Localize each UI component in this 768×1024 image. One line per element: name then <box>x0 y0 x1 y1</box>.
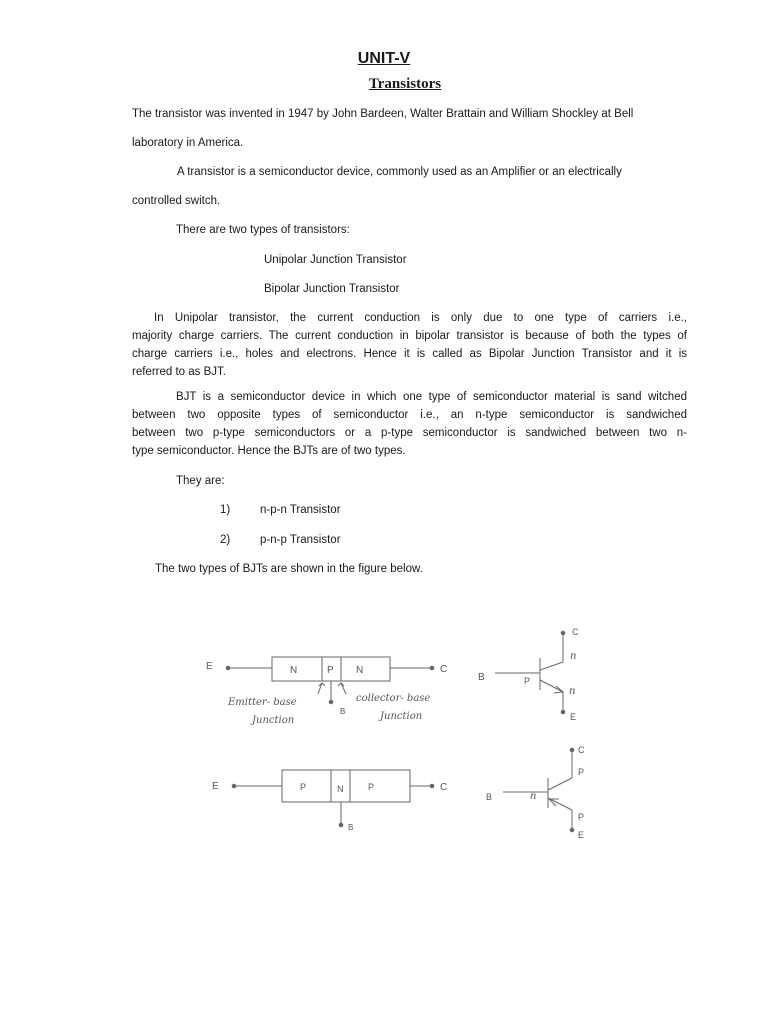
definition-line-2: controlled switch. <box>132 195 221 207</box>
npn-base-terminal <box>329 700 333 704</box>
pnp-b-label: B <box>348 823 354 832</box>
pnp-c-label: C <box>440 782 448 793</box>
pnp-e-label: E <box>212 781 219 792</box>
chapter-title: Transistors <box>368 76 442 92</box>
npn-sym-mid-type: P <box>524 676 531 686</box>
pnp-sym-b-label: B <box>486 792 493 802</box>
npn-e-label: E <box>206 661 213 672</box>
they-are: They are: <box>176 475 225 487</box>
npn-c-label: C <box>440 664 448 675</box>
definition-line-1: A transistor is a semiconductor device, commonly used as an Amplifier or an electrically <box>177 166 622 178</box>
pnp-sym-c-label: C <box>578 745 585 755</box>
pnp-sym-emitter-arm <box>548 798 572 810</box>
npn-region-n1: N <box>290 665 298 676</box>
npn-b-label: B <box>340 707 346 716</box>
list-item-pnp: p-n-p Transistor <box>260 534 341 546</box>
cb-junction-label-1: collector- base <box>356 693 431 704</box>
eb-junction-label-1: Emitter- base <box>228 697 297 708</box>
npn-sym-collector-arm <box>540 662 563 670</box>
para1-line: referred to as BJT. <box>132 366 226 378</box>
pnp-sym-collector-arm <box>548 778 572 790</box>
npn-region-p: P <box>327 665 334 676</box>
npn-sym-lower-type: n <box>569 686 576 697</box>
para2-line: BJT is a semiconductor device in which one type of semiconductor material is sand witched <box>176 391 687 403</box>
pnp-sym-e-label: E <box>578 830 585 840</box>
para1-line: In Unipolar transistor, the current conduction is only due to one type of carriers i.e., <box>154 312 687 324</box>
npn-eb-arrow <box>318 683 325 694</box>
npn-sym-e-terminal <box>561 710 565 714</box>
pnp-emitter-terminal <box>232 784 236 788</box>
npn-sym-c-terminal <box>561 631 565 635</box>
pnp-region-p2: P <box>368 782 375 792</box>
npn-emitter-terminal <box>226 666 230 670</box>
figure-caption: The two types of BJTs are shown in the figure below. <box>155 563 423 575</box>
pnp-region-p1: P <box>300 782 307 792</box>
intro-line-2: laboratory in America. <box>132 137 244 149</box>
pnp-sym-upper-type: P <box>578 767 585 777</box>
pnp-region-n: N <box>337 784 344 794</box>
npn-sym-upper-type: n <box>570 651 577 662</box>
para2-line: between two opposite types of semiconductor i.e., an n-type semiconductor is sandwiched <box>132 409 687 421</box>
intro-line-1: The transistor was invented in 1947 by John Bardeen, Walter Brattain and William Shockley at Bell <box>132 108 634 120</box>
unit-heading: UNIT-V <box>357 50 411 67</box>
npn-region-n2: N <box>356 665 364 676</box>
type-unipolar: Unipolar Junction Transistor <box>264 254 407 266</box>
para2-line: type semiconductor. Hence the BJTs are of two types. <box>132 445 406 457</box>
pnp-collector-terminal <box>430 784 434 788</box>
npn-sym-c-label: C <box>572 627 579 637</box>
npn-sym-e-label: E <box>570 712 577 722</box>
pnp-sym-mid-type: n <box>530 791 537 802</box>
pnp-sym-c-terminal <box>570 748 574 752</box>
eb-junction-label-2: Junction <box>252 715 295 726</box>
list-number: 1) <box>220 504 231 516</box>
pnp-sym-lower-type: P <box>578 812 585 822</box>
para1-line: charge carriers i.e., holes and electrons. Hence it is called as Bipolar Junction Transistor and it is <box>132 348 687 360</box>
npn-sym-b-label: B <box>478 672 485 683</box>
para2-line: between two p-type semiconductors or a p-type semiconductor is sandwiched between two n- <box>132 427 687 439</box>
type-bipolar: Bipolar Junction Transistor <box>264 283 400 295</box>
types-intro: There are two types of transistors: <box>176 224 350 236</box>
list-item-npn: n-p-n Transistor <box>260 504 341 516</box>
npn-sym-emitter-arm <box>540 680 563 692</box>
para1-line: majority charge carriers. The current conduction in bipolar transistor is because of both the types of <box>132 330 687 342</box>
list-number: 2) <box>220 534 231 546</box>
pnp-base-terminal <box>339 823 343 827</box>
pnp-sym-e-terminal <box>570 828 574 832</box>
npn-collector-terminal <box>430 666 434 670</box>
npn-cb-arrow <box>338 683 346 694</box>
cb-junction-label-2: Junction <box>380 711 423 722</box>
